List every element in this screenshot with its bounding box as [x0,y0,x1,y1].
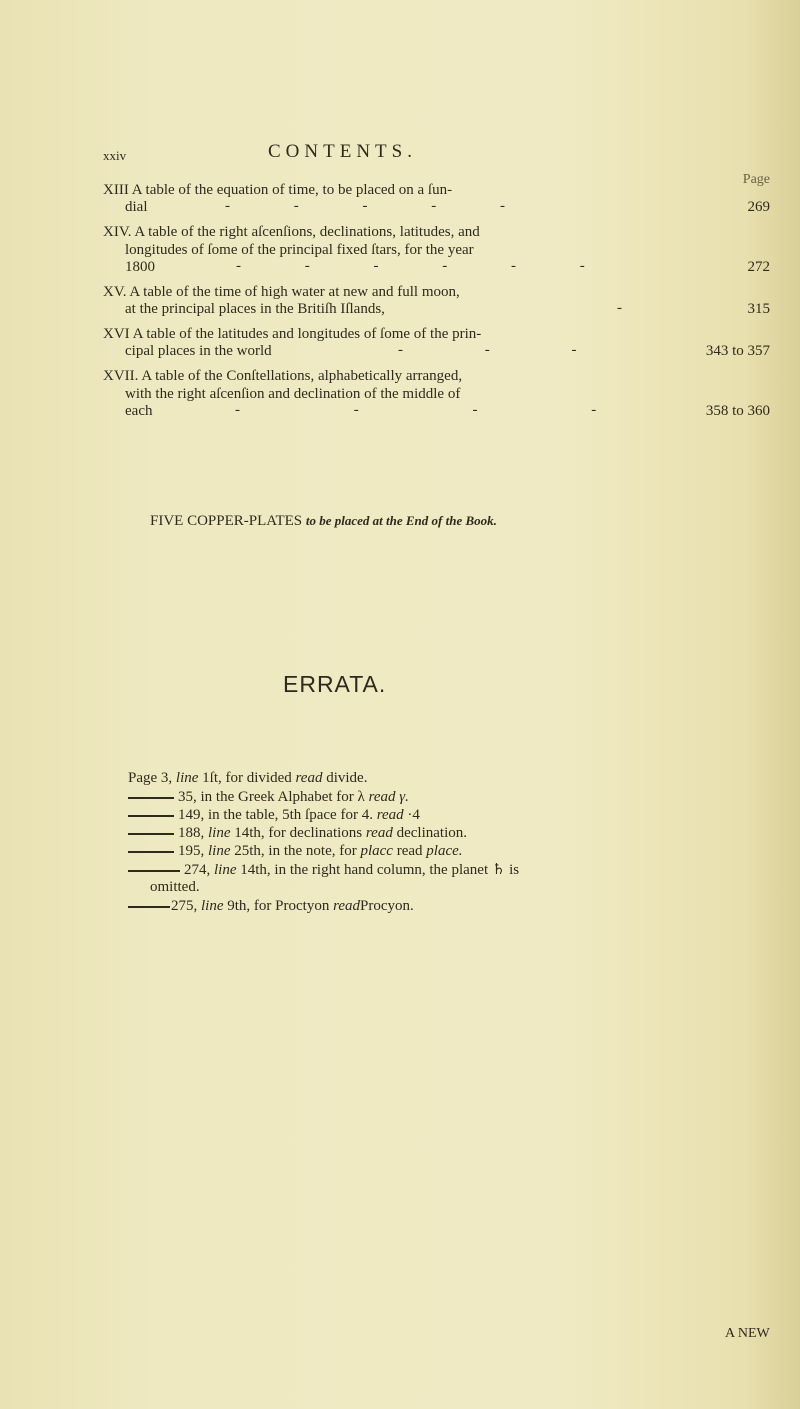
entry-text: cipal places in the world [125,343,272,359]
entry-text: with the right aſcenſion and declination of the middle of [125,386,461,402]
entry-text: A table of the latitudes and longitudes of ſome of the prin- [132,326,482,342]
errata-item: omitted. [150,879,200,895]
page-title: CONTENTS. [268,141,417,162]
entry-text: each [125,403,153,419]
entry-text: A table of the equation of time, to be placed on a ſun- [131,182,453,198]
errata-item: 275, line 9th, for Proctyon readProcyon. [128,898,414,915]
errata-item: 149, in the table, 5th ſpace for 4. read ·4 [128,807,420,824]
entry-number: XIII [103,182,129,198]
entry-page: 315 [747,301,770,317]
entry-page: 269 [747,199,770,215]
errata-item: 195, line 25th, in the note, for placc read place. [128,843,463,860]
errata-item: 274, line 14th, in the right hand column, the planet ♄ is [128,862,519,879]
entry-text: 1800 [125,259,155,275]
entry-page: 358 to 360 [705,403,770,419]
plates-caps: FIVE COPPER-PLATES [150,513,303,529]
entry-text: A table of the Conſtellations, alphabetically arranged, [141,368,463,384]
entry-text: at the principal places in the Britiſh Iſlands, [125,301,385,317]
entry-number: XVII. [103,368,139,384]
entry-text: A table of the right aſcenſions, declinations, latitudes, and [134,224,480,240]
errata-item: 188, line 14th, for declinations read declination. [128,825,467,842]
entry-text: longitudes of ſome of the principal fixed ſtars, for the year [125,242,474,258]
errata-title: ERRATA. [283,671,387,697]
plates-note [150,512,497,530]
errata-item: Page 3, line 1ſt, for divided read divide. [128,770,368,786]
entry-page: 272 [747,259,770,275]
entry-text: dial [125,199,148,215]
entry-text: A table of the time of high water at new and full moon, [129,284,460,300]
entry-number: XIV. [103,224,132,240]
errata-item: 35, in the Greek Alphabet for λ read γ. [128,789,409,806]
entry-page: 343 to 357 [705,343,770,359]
catchword: A NEW [725,1326,770,1341]
plates-italic: to be placed at the End of the Book. [305,513,497,528]
page-column-label: Page [742,172,770,187]
folio: xxiv [103,148,127,163]
entry-number: XVI [103,326,130,342]
entry-number: XV. [103,284,127,300]
